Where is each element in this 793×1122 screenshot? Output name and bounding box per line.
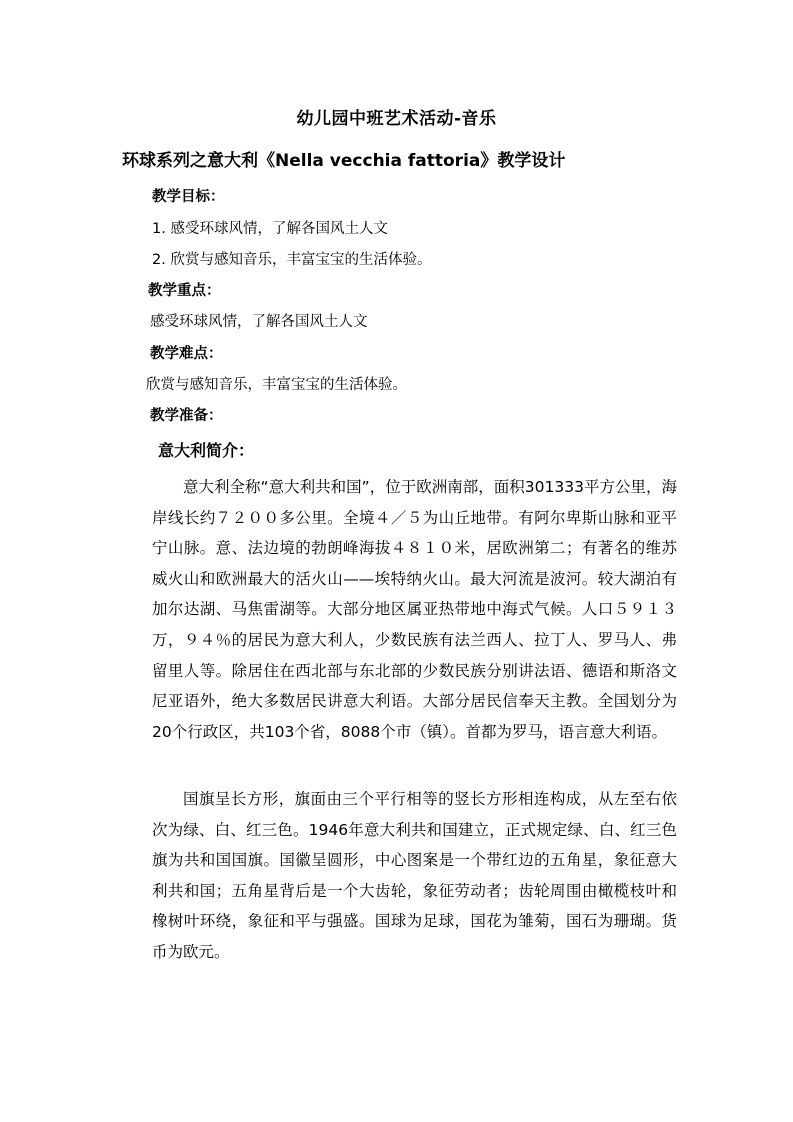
intro-paragraph-flag: 国旗呈长方形，旗面由三个平行相等的竖长方形相连构成，从左至右依次为绿、白、红三色。1946年意大利共和国建立，正式规定绿、白、红三色旗为共和国国旗。国徽呈圆形，中心图案是一个带红边的五角星，象征意大利共和国；五角星背后是一个大齿轮，象征劳动者；齿轮周围由橄榄枝叶和橡树叶环绕，象征和平与强盛。国球为足球，国花为雏菊，国石为珊瑚。货币为欧元。	[152, 790, 677, 961]
key-points-heading: 教学重点：	[148, 283, 221, 299]
difficulties-text: 欣赏与感知音乐，丰富宝宝的生活体验。	[146, 377, 407, 393]
intro-heading: 意大利简介：	[158, 441, 255, 460]
intro-paragraph-geography: 意大利全称“意大利共和国”，位于欧洲南部，面积301333平方公里，海岸线长约７２００多公里。全境４／５为山丘地带。有阿尔卑斯山脉和亚平宁山脉。意、法边境的勃朗峰海拔４８１０米，居欧洲第二；有著名的维苏威火山和欧洲最大的活火山——埃特纳火山。最大河流是波河。较大湖泊有加尔达湖、马焦雷湖等。大部分地区属亚热带地中海式气候。人口５９１３万，９４％的居民为意大利人，少数民族有法兰西人、拉丁人、罗马人、弗留里人等。除居住在西北部与东北部的少数民族分别讲法语、德语和斯洛文尼亚语外，绝大多数居民讲意大利语。大部分居民信奉天主教。全国划分为20个行政区，共103个省，8088个市（镇）。首都为罗马，语言意大利语。	[152, 478, 677, 741]
document-subtitle: 环球系列之意大利《Nella vecchia fattoria》教学设计	[122, 151, 566, 171]
difficulties-heading: 教学难点：	[150, 346, 223, 362]
goal-item-1: 1. 感受环球风情，了解各国风土人文	[152, 221, 388, 237]
goal-item-2: 2. 欣赏与感知音乐，丰富宝宝的生活体验。	[152, 252, 432, 268]
key-points-text: 感受环球风情，了解各国风土人文	[150, 314, 368, 330]
document-title: 幼儿园中班艺术活动-音乐	[296, 109, 497, 129]
preparation-heading: 教学准备：	[150, 408, 223, 424]
goals-heading: 教学目标：	[152, 189, 225, 205]
